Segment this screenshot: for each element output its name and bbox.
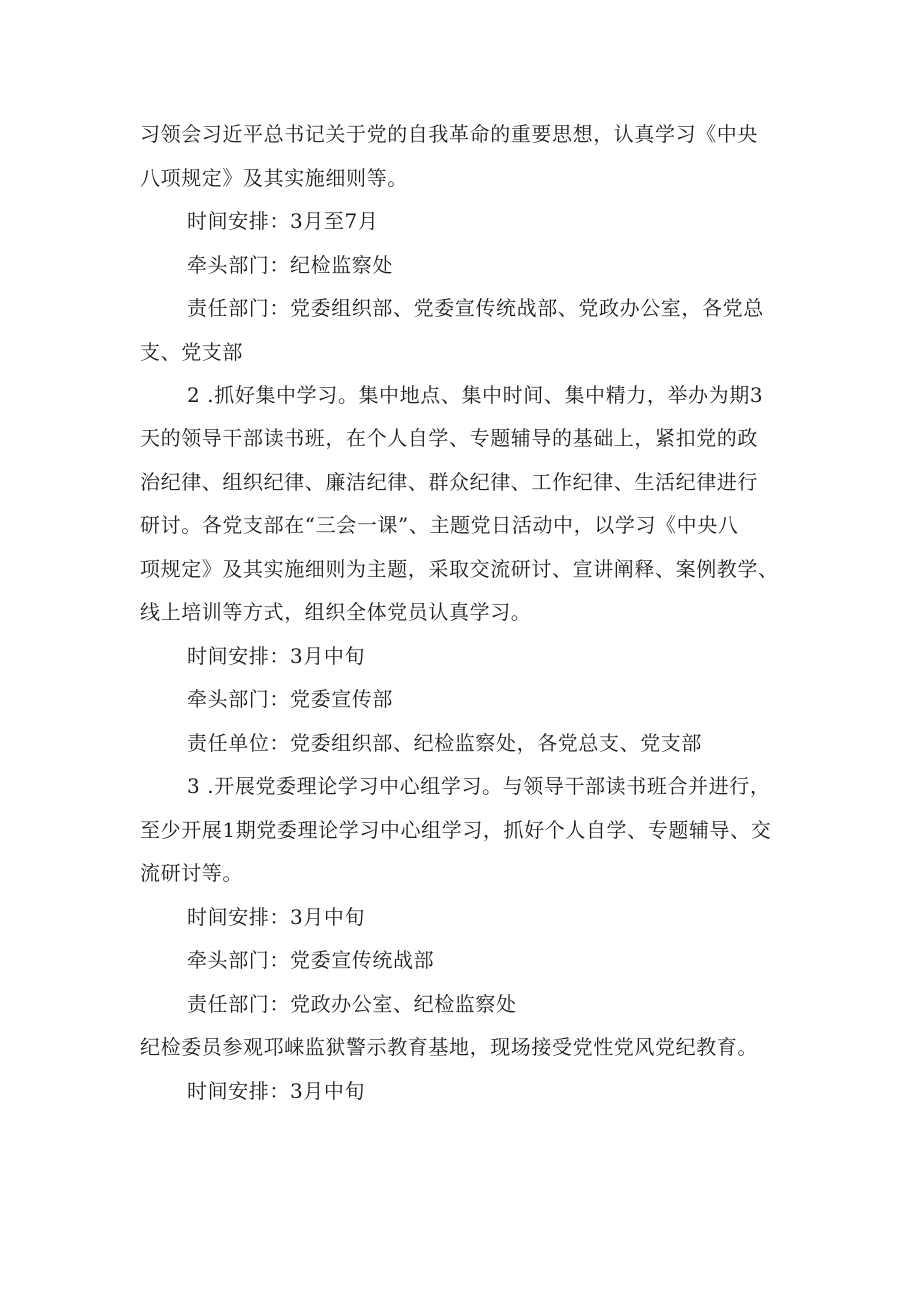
- paragraph-line: 至少开展1期党委理论学习中心组学习，抓好个人自学、专题辅导、交: [140, 818, 772, 842]
- responsible-department-line: 责任部门：党委组织部、党委宣传统战部、党政办公室，各党总: [187, 296, 764, 320]
- paragraph-line: 支、党支部: [140, 340, 243, 364]
- paragraph-line: 治纪律、组织纪律、廉洁纪律、群众纪律、工作纪律、生活纪律进行: [140, 470, 758, 494]
- section-heading-3: 3 .开展党委理论学习中心组学习。与领导干部读书班合并进行，: [187, 774, 771, 798]
- paragraph-line: 天的领导干部读书班，在个人自学、专题辅导的基础上，紧扣党的政: [140, 426, 758, 450]
- responsible-department-line: 责任部门：党政办公室、纪检监察处: [187, 992, 517, 1016]
- paragraph-line: 流研讨等。: [140, 861, 243, 885]
- responsible-unit-line: 责任单位：党委组织部、纪检监察处，各党总支、党支部: [187, 731, 702, 755]
- lead-department-line: 牵头部门：党委宣传部: [187, 687, 393, 711]
- schedule-line: 时间安排：3月至7月: [187, 209, 379, 233]
- schedule-line: 时间安排：3月中旬: [187, 644, 366, 668]
- lead-department-line: 牵头部门：党委宣传统战部: [187, 948, 435, 972]
- paragraph-line: 习领会习近平总书记关于党的自我革命的重要思想，认真学习《中央: [140, 122, 758, 146]
- schedule-line: 时间安排：3月中旬: [187, 1079, 366, 1103]
- paragraph-line: 研讨。各党支部在“三会一课”、主题党日活动中，以学习《中央八: [140, 513, 739, 537]
- paragraph-line: 八项规定》及其实施细则等。: [140, 166, 408, 190]
- lead-department-line: 牵头部门：纪检监察处: [187, 253, 393, 277]
- paragraph-line: 项规定》及其实施细则为主题，采取交流研讨、宣讲阐释、案例教学、: [140, 557, 779, 581]
- schedule-line: 时间安排：3月中旬: [187, 905, 366, 929]
- section-heading-2: 2 .抓好集中学习。集中地点、集中时间、集中精力，举办为期3: [187, 383, 764, 407]
- paragraph-line: 纪检委员参观邛崃监狱警示教育基地，现场接受党性党风党纪教育。: [140, 1035, 758, 1059]
- paragraph-line: 线上培训等方式，组织全体党员认真学习。: [140, 600, 532, 624]
